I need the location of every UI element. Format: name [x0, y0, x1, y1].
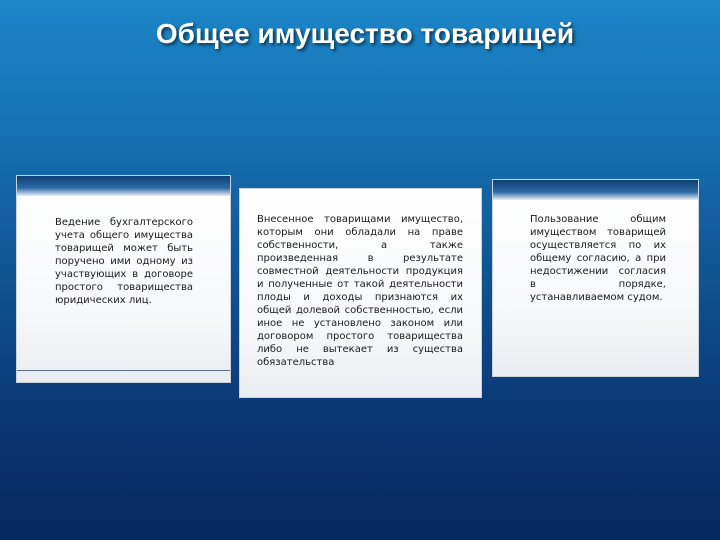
card-text: Внесенное товарищами имущество, которым они обладали на праве собственности, а также произведенная в результате совместной деятельности продукция и полученные от такой деятельности плоды и доходы признаются их общей долевой собственностью, если иное не установлено законом или договором простого товарищества либо не вытекает из существа обязательства — [257, 214, 463, 368]
card-text: Ведение бухгалтерского учета общего имущества товарищей может быть поручено ими одному из участвующих в договоре простого товарищества юридических лиц. — [55, 217, 193, 306]
card-header-band — [493, 180, 698, 200]
card-header-band — [17, 176, 230, 196]
card-ownership — [239, 188, 482, 398]
card-text: Пользование общим имуществом товарищей осуществляется по их общему согласию, а при недостижении согласия в порядке, устанавливаемом судом. — [530, 214, 666, 303]
slide-title: Общее имущество товарищей — [155, 18, 575, 49]
card-divider — [17, 370, 230, 371]
card-accounting — [16, 175, 231, 383]
card-usage — [492, 179, 699, 377]
